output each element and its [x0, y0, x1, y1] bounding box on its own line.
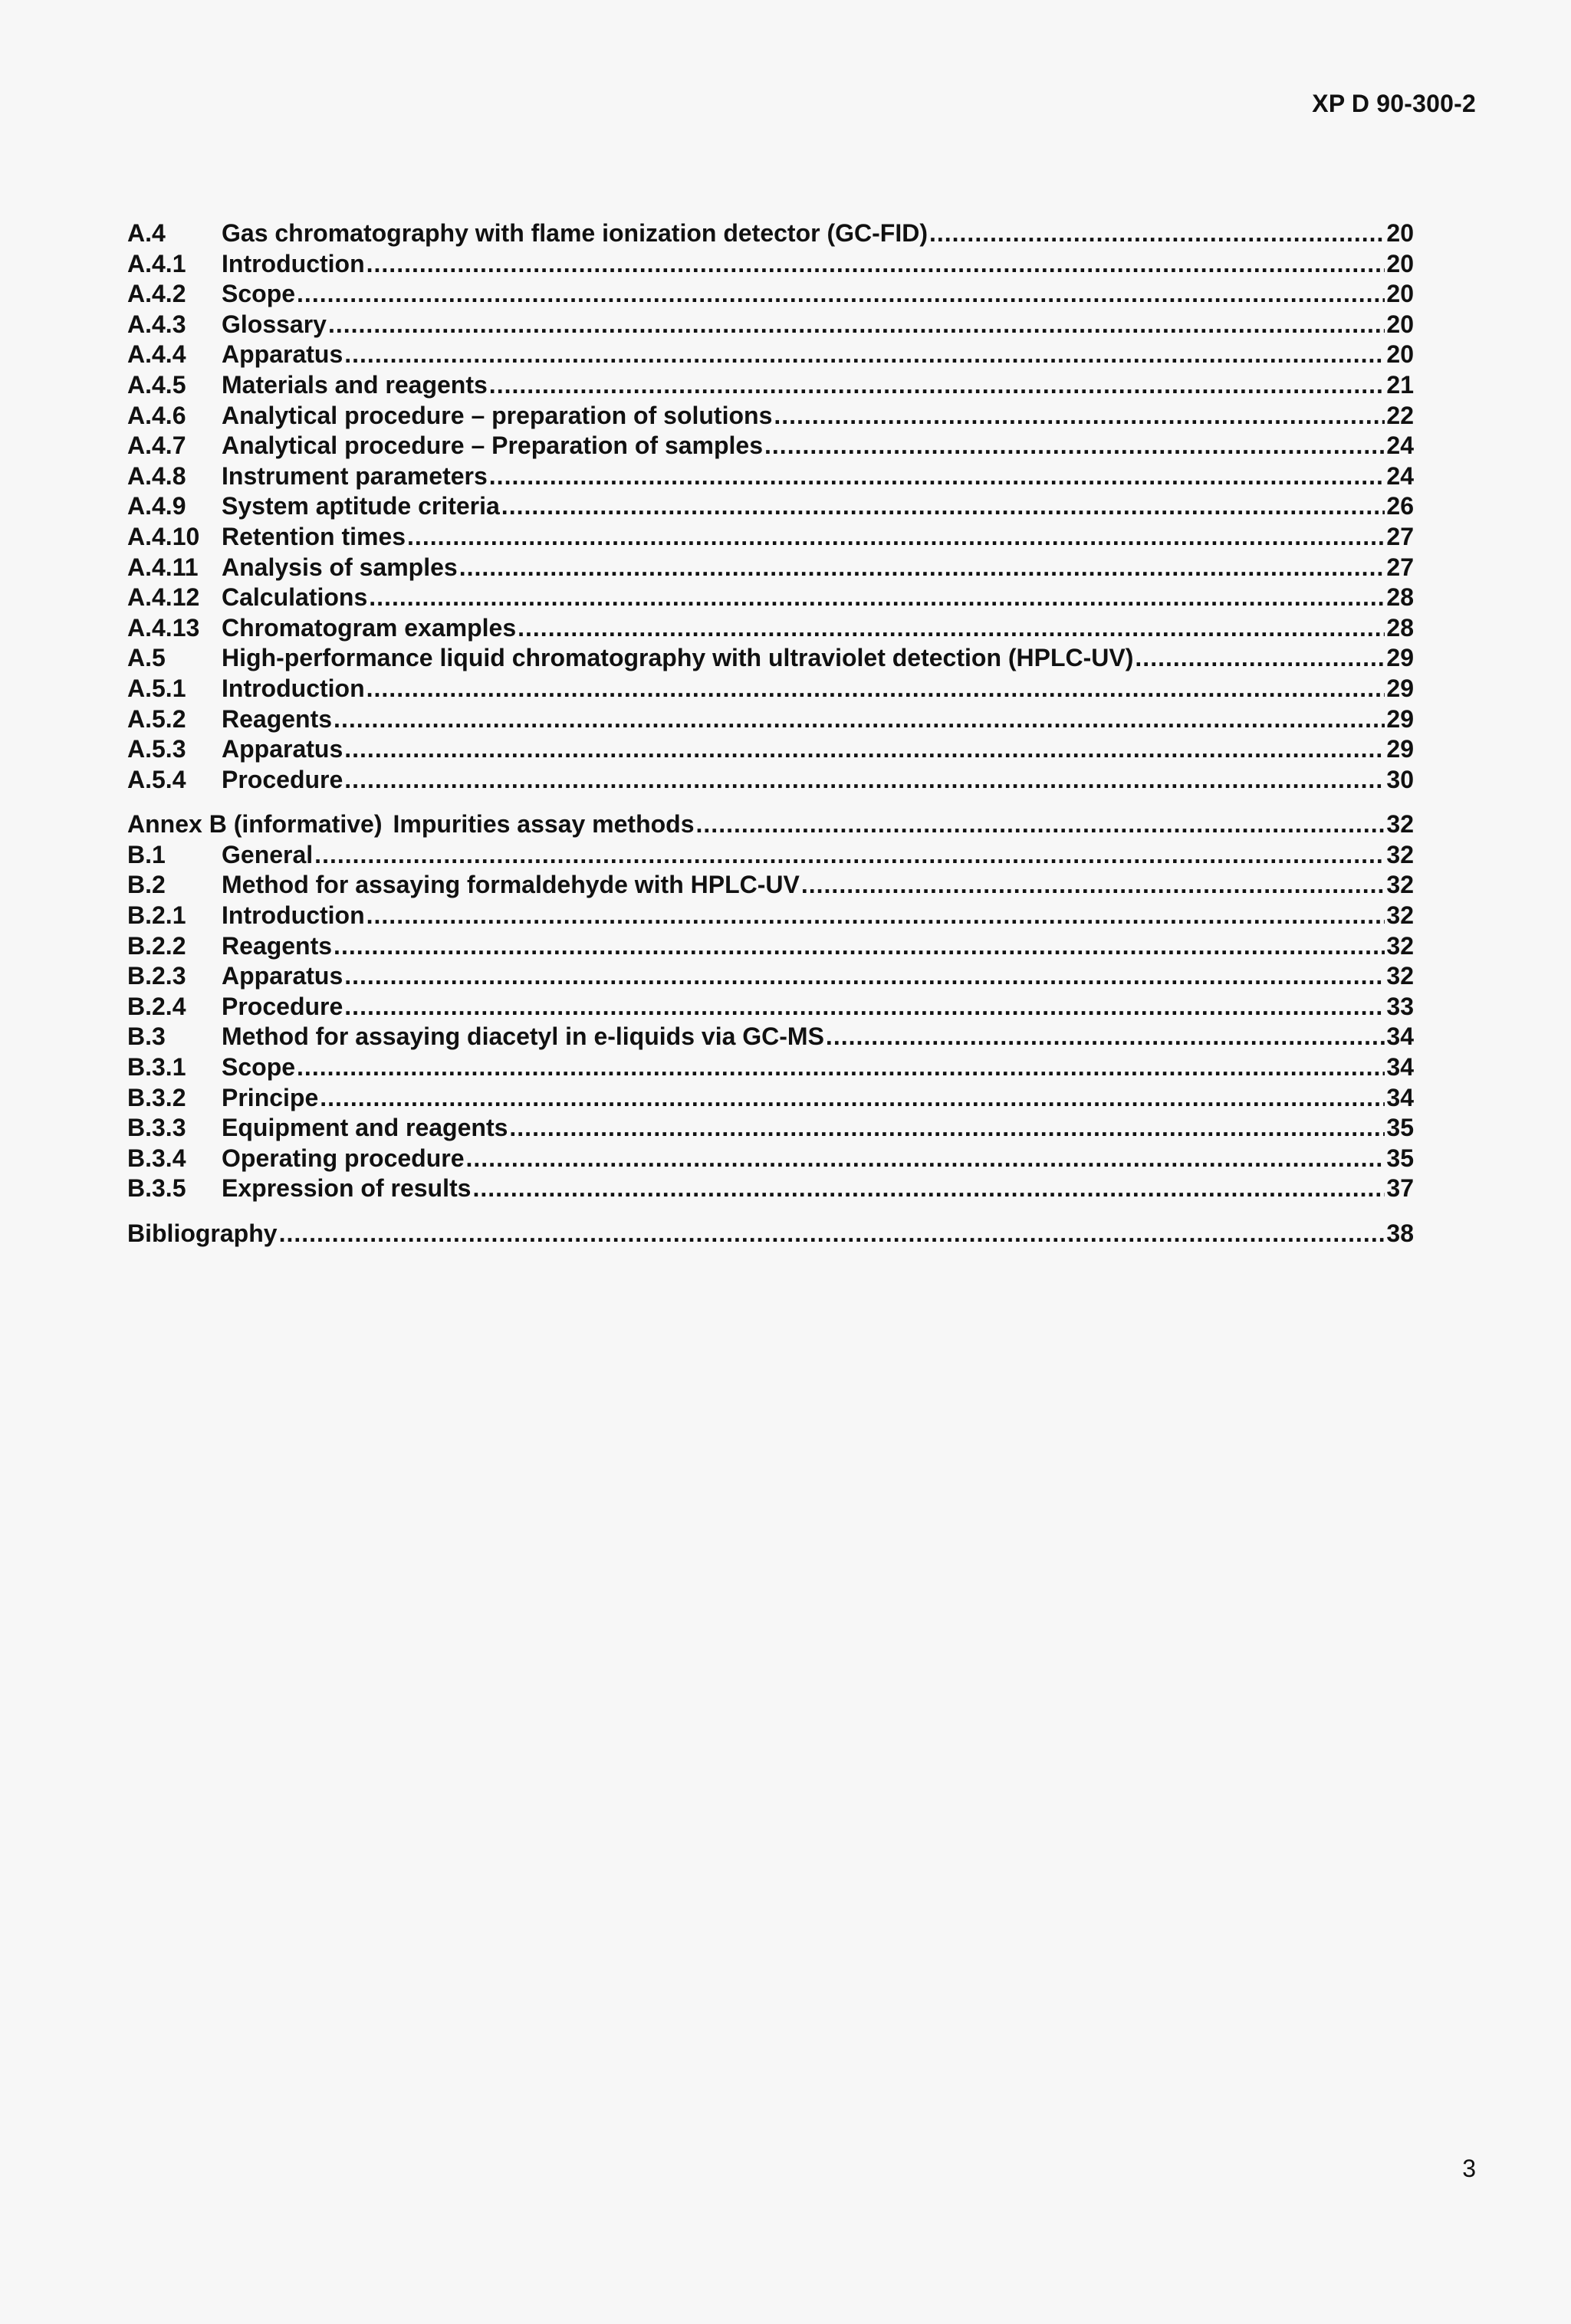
toc-entry-title: Reagents: [222, 931, 333, 960]
toc-entry-title: Retention times: [222, 522, 406, 550]
toc-entry-number: A.4.8: [127, 461, 186, 490]
toc-entry-title: Scope: [222, 1053, 296, 1082]
toc-entry[interactable]: [127, 1219, 1414, 1249]
toc-entry-title: Gas chromatography with flame ionization detector (GC-FID): [222, 219, 928, 247]
toc-dot-leader: [366, 249, 1385, 280]
toc-entry-number: A.5.3: [127, 735, 186, 763]
toc-entry-page: 29: [1386, 704, 1414, 733]
toc-dot-leader: [696, 809, 1385, 840]
toc-entry[interactable]: [127, 1052, 1414, 1083]
toc-dot-leader: [344, 340, 1385, 370]
toc-entry[interactable]: [127, 931, 1414, 962]
toc-entry-number: A.5: [127, 644, 166, 672]
toc-entry-page: 32: [1386, 810, 1414, 839]
toc-dot-leader: [320, 1083, 1385, 1114]
toc-entry[interactable]: [127, 1173, 1414, 1204]
toc-entry-number: A.5.1: [127, 674, 186, 702]
toc-entry-page: 32: [1386, 901, 1414, 930]
toc-entry[interactable]: [127, 674, 1414, 704]
toc-entry[interactable]: [127, 431, 1414, 461]
toc-entry-number: A.4.10: [127, 522, 200, 550]
toc-entry[interactable]: [127, 961, 1414, 992]
toc-dot-leader: [279, 1219, 1385, 1249]
toc-dot-leader: [472, 1173, 1385, 1204]
toc-entry-number: A.4.13: [127, 613, 200, 642]
toc-entry-title: System aptitude criteria: [222, 492, 500, 520]
toc-entry[interactable]: [127, 249, 1414, 280]
toc-entry-number: B.3.2: [127, 1083, 186, 1111]
toc-dot-leader: [344, 992, 1385, 1022]
toc-entry[interactable]: [127, 370, 1414, 401]
toc-entry-title: Reagents: [222, 704, 333, 733]
toc-dot-leader: [801, 870, 1385, 901]
toc-entry[interactable]: [127, 1144, 1414, 1174]
toc-entry-page: 28: [1386, 613, 1414, 642]
toc-entry-number: B.2.4: [127, 992, 186, 1020]
toc-entry-page: 30: [1386, 765, 1414, 793]
toc-entry[interactable]: [127, 809, 1414, 840]
toc-entry-title: Method for assaying diacetyl in e-liquids via GC-MS: [222, 1022, 824, 1051]
toc-entry-number: A.4.7: [127, 432, 186, 460]
toc-entry-title: Apparatus: [222, 340, 343, 369]
toc-entry-title: Analysis of samples: [222, 553, 458, 581]
toc-entry-page: 22: [1386, 401, 1414, 429]
toc-entry-title: Impurities assay methods: [393, 810, 695, 839]
toc-entry[interactable]: [127, 310, 1414, 340]
toc-entry-page: 32: [1386, 840, 1414, 868]
toc-entry-number: A.4.12: [127, 583, 200, 612]
toc-entry-page: 34: [1386, 1022, 1414, 1051]
toc-entry-number: A.5.2: [127, 704, 186, 733]
toc-entry[interactable]: [127, 461, 1414, 492]
toc-entry-title: Introduction: [222, 674, 365, 702]
toc-entry-title: Glossary: [222, 310, 327, 338]
toc-entry-title: Instrument parameters: [222, 461, 488, 490]
toc-dot-leader: [366, 901, 1385, 931]
document-code: XP D 90-300-2: [1312, 90, 1476, 117]
toc-entry-title: High-performance liquid chromatography with ultraviolet detection (HPLC-UV): [222, 644, 1134, 672]
toc-entry-page: 38: [1386, 1219, 1414, 1247]
toc-entry-title: Expression of results: [222, 1174, 472, 1203]
toc-entry-number: B.2: [127, 871, 166, 899]
toc-dot-leader: [459, 553, 1385, 583]
toc-entry[interactable]: [127, 553, 1414, 583]
toc-dot-leader: [344, 734, 1385, 765]
toc-dot-leader: [501, 491, 1385, 522]
toc-dot-leader: [1135, 643, 1385, 674]
toc-entry-page: 32: [1386, 962, 1414, 990]
toc-entry-number: B.3.1: [127, 1053, 186, 1082]
toc-entry-page: 35: [1386, 1144, 1414, 1172]
toc-entry-number: Annex B (informative): [127, 810, 383, 839]
toc-entry[interactable]: [127, 340, 1414, 370]
toc-entry-number: B.3: [127, 1022, 166, 1051]
toc-entry[interactable]: [127, 840, 1414, 871]
toc-entry-page: 21: [1386, 370, 1414, 399]
toc-entry-title: Apparatus: [222, 735, 343, 763]
toc-entry-number: A.4.4: [127, 340, 186, 369]
toc-dot-leader: [369, 583, 1385, 613]
toc-dot-leader: [344, 961, 1385, 992]
toc-entry-page: 29: [1386, 735, 1414, 763]
toc-entry[interactable]: [127, 992, 1414, 1022]
toc-dot-leader: [929, 218, 1385, 249]
toc-section: [127, 218, 1414, 795]
toc-entry-number: B.3.5: [127, 1174, 186, 1203]
toc-dot-leader: [489, 461, 1385, 492]
toc-entry-title: Introduction: [222, 249, 365, 277]
toc-dot-leader: [344, 765, 1385, 796]
toc-entry[interactable]: [127, 218, 1414, 249]
toc-entry-number: A.4.6: [127, 401, 186, 429]
toc-entry-title: Scope: [222, 280, 296, 308]
toc-entry-title: Calculations: [222, 583, 368, 612]
toc-entry-page: 34: [1386, 1083, 1414, 1111]
toc-entry-title: General: [222, 840, 314, 868]
toc-entry-number: A.4.2: [127, 280, 186, 308]
toc-dot-leader: [774, 401, 1385, 432]
toc-entry-title: Materials and reagents: [222, 370, 488, 399]
toc-entry-page: 27: [1386, 522, 1414, 550]
toc-entry-page: 35: [1386, 1114, 1414, 1142]
toc-entry-title: Procedure: [222, 765, 343, 793]
toc-entry[interactable]: [127, 522, 1414, 553]
toc-entry-number: A.4.3: [127, 310, 186, 338]
toc-entry-number: A.4.1: [127, 249, 186, 277]
toc-entry-number: A.5.4: [127, 765, 186, 793]
toc-entry-title: Equipment and reagents: [222, 1114, 508, 1142]
toc-entry-number: A.4.9: [127, 492, 186, 520]
toc-dot-leader: [489, 370, 1385, 401]
toc-entry-page: 20: [1386, 249, 1414, 277]
toc-dot-leader: [314, 840, 1385, 871]
toc-entry-title: Apparatus: [222, 962, 343, 990]
toc-entry-title: Method for assaying formaldehyde with HPLC-UV: [222, 871, 800, 899]
toc-entry-title: Bibliography: [127, 1219, 278, 1247]
toc-entry[interactable]: [127, 1083, 1414, 1114]
toc-entry-page: 29: [1386, 644, 1414, 672]
toc-dot-leader: [466, 1144, 1385, 1174]
toc-dot-leader: [334, 704, 1385, 735]
toc-entry-number: B.1: [127, 840, 166, 868]
toc-entry[interactable]: [127, 613, 1414, 644]
toc-entry-page: 28: [1386, 583, 1414, 612]
toc-entry[interactable]: [127, 1022, 1414, 1052]
page-number: 3: [1462, 2155, 1476, 2182]
toc-entry-page: 20: [1386, 340, 1414, 369]
toc-entry-page: 20: [1386, 310, 1414, 338]
toc-entry-number: B.2.3: [127, 962, 186, 990]
toc-entry-title: Chromatogram examples: [222, 613, 517, 642]
toc-entry[interactable]: [127, 491, 1414, 522]
toc-dot-leader: [764, 431, 1385, 461]
toc-section: [127, 809, 1414, 1204]
toc-entry-page: 37: [1386, 1174, 1414, 1203]
toc-entry[interactable]: [127, 583, 1414, 613]
toc-entry-number: B.2.1: [127, 901, 186, 930]
toc-dot-leader: [826, 1022, 1385, 1052]
toc-entry-number: B.2.2: [127, 931, 186, 960]
toc-entry-page: 27: [1386, 553, 1414, 581]
toc-entry-title: Principe: [222, 1083, 319, 1111]
toc-entry-number: A.4: [127, 219, 166, 247]
toc-entry-page: 33: [1386, 992, 1414, 1020]
toc-entry-page: 20: [1386, 219, 1414, 247]
toc-entry-number: A.4.5: [127, 370, 186, 399]
toc-entry-page: 26: [1386, 492, 1414, 520]
toc-entry-number: A.4.11: [127, 553, 199, 581]
toc-dot-leader: [518, 613, 1385, 644]
toc-entry-page: 20: [1386, 280, 1414, 308]
toc-entry[interactable]: [127, 765, 1414, 796]
toc-entry-number: B.3.3: [127, 1114, 186, 1142]
toc-entry-page: 24: [1386, 432, 1414, 460]
toc-entry-page: 29: [1386, 674, 1414, 702]
toc-dot-leader: [328, 310, 1385, 340]
toc-dot-leader: [509, 1113, 1385, 1144]
toc-entry[interactable]: [127, 1113, 1414, 1144]
toc-entry-page: 32: [1386, 931, 1414, 960]
toc-entry-page: 32: [1386, 871, 1414, 899]
toc-entry-number: B.3.4: [127, 1144, 186, 1172]
toc-dot-leader: [366, 674, 1385, 704]
toc-entry[interactable]: [127, 870, 1414, 901]
toc-entry[interactable]: [127, 279, 1414, 310]
toc-dot-leader: [334, 931, 1385, 962]
toc-entry-page: 34: [1386, 1053, 1414, 1082]
toc-entry[interactable]: [127, 704, 1414, 735]
toc-dot-leader: [297, 279, 1385, 310]
toc-entry-title: Operating procedure: [222, 1144, 465, 1172]
table-of-contents: [127, 218, 1414, 1249]
toc-entry[interactable]: [127, 643, 1414, 674]
toc-entry-title: Analytical procedure – preparation of solutions: [222, 401, 773, 429]
toc-entry-title: Introduction: [222, 901, 365, 930]
toc-entry[interactable]: [127, 734, 1414, 765]
toc-section: [127, 1219, 1414, 1249]
toc-entry-title: Procedure: [222, 992, 343, 1020]
toc-entry-page: 24: [1386, 461, 1414, 490]
toc-dot-leader: [297, 1052, 1385, 1083]
toc-entry[interactable]: [127, 901, 1414, 931]
toc-entry[interactable]: [127, 401, 1414, 432]
toc-dot-leader: [407, 522, 1385, 553]
toc-entry-title: Analytical procedure – Preparation of samples: [222, 432, 764, 460]
